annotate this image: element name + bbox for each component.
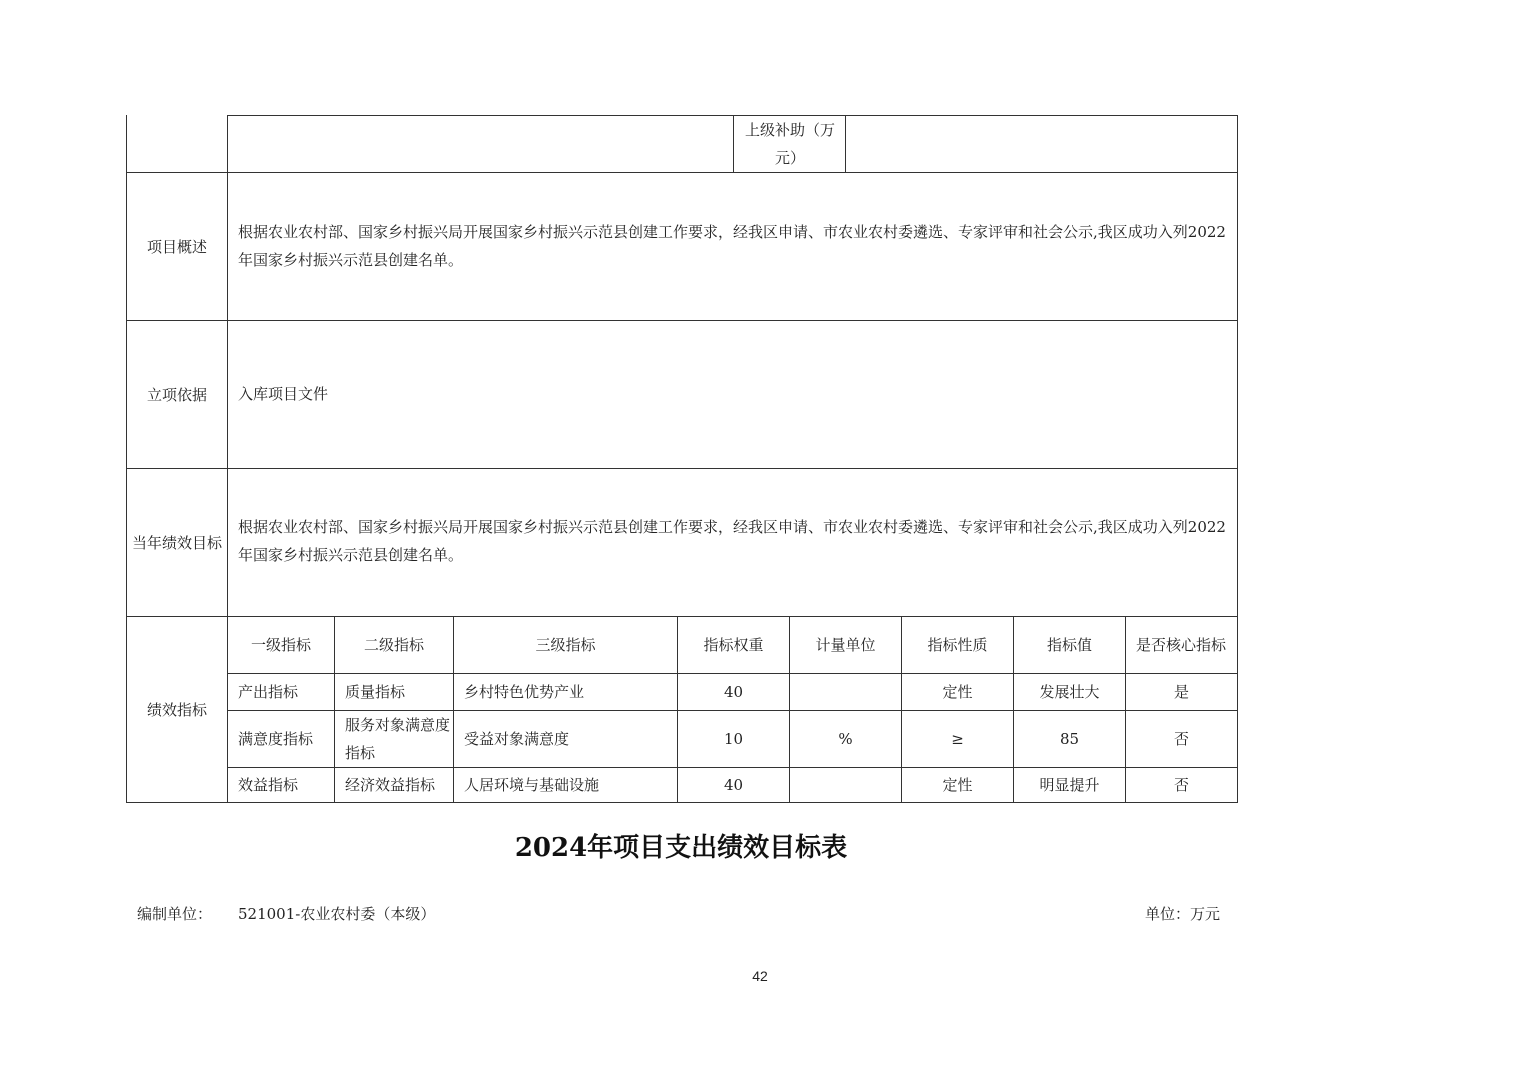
- indicator-cell: 定性: [942, 683, 973, 701]
- indicator-cell: 满意度指标: [238, 730, 314, 748]
- section-label-goal: 当年绩效目标: [132, 533, 223, 552]
- indicator-cell: 质量指标: [345, 683, 406, 701]
- indicator-cell: 人居环境与基础设施: [464, 776, 600, 794]
- indicator-cell: 40: [723, 776, 744, 794]
- indicator-cell: 否: [1173, 776, 1189, 794]
- indicator-cell: 否: [1173, 730, 1189, 748]
- indicator-cell: 经济效益指标: [345, 776, 436, 794]
- indicator-cell: ≥: [951, 730, 964, 748]
- indicator-header: 二级指标: [363, 636, 424, 654]
- indicator-header: 指标权重: [703, 636, 764, 654]
- indicator-cell: 85: [1059, 730, 1080, 748]
- indicator-cell: 产出指标: [238, 683, 299, 701]
- superior-subsidy-label: 上级补助（万元）: [744, 121, 835, 167]
- indicator-cell: [790, 674, 901, 710]
- indicator-header: 一级指标: [250, 636, 311, 654]
- indicator-cell: 发展壮大: [1039, 683, 1100, 701]
- indicator-cell: %: [838, 730, 853, 748]
- indicator-cell: 效益指标: [238, 776, 299, 794]
- section-content-goal: 根据农业农村部、国家乡村振兴局开展国家乡村振兴示范县创建工作要求，经我区申请、市农业农村委遴选、专家评审和社会公示,我区成功入列2022年国家乡村振兴示范县创建名单。: [238, 518, 1226, 564]
- indicator-cell: 服务对象满意度指标: [345, 716, 451, 762]
- compiling-unit-value: 521001-农业农村委（本级）: [238, 905, 436, 923]
- section-content-basis: 入库项目文件: [238, 385, 329, 403]
- superior-subsidy-value: [846, 116, 1236, 172]
- section-content-overview: 根据农业农村部、国家乡村振兴局开展国家乡村振兴示范县创建工作要求，经我区申请、市农业农村委遴选、专家评审和社会公示,我区成功入列2022年国家乡村振兴示范县创建名单。: [238, 223, 1226, 269]
- indicator-header: 计量单位: [815, 636, 876, 654]
- indicator-cell: 40: [723, 683, 744, 701]
- indicators-label: 绩效指标: [146, 700, 207, 719]
- indicator-cell: 10: [723, 730, 744, 748]
- indicator-cell: [790, 768, 901, 802]
- page-number: 42: [752, 968, 768, 984]
- currency-unit: 单位：万元: [1145, 905, 1221, 923]
- indicator-header: 指标值: [1046, 636, 1092, 654]
- indicator-cell: 定性: [942, 776, 973, 794]
- section-label-overview: 项目概述: [146, 237, 207, 256]
- indicator-cell: 是: [1173, 683, 1189, 701]
- indicator-cell: 受益对象满意度: [464, 730, 570, 748]
- compiling-unit-label: 编制单位：: [137, 905, 213, 923]
- section-label-basis: 立项依据: [146, 385, 207, 404]
- next-table-title: 2024年项目支出绩效目标表: [514, 833, 848, 863]
- indicator-header: 是否核心指标: [1135, 636, 1226, 654]
- indicator-header: 指标性质: [927, 636, 988, 654]
- indicator-cell: 明显提升: [1039, 776, 1100, 794]
- indicator-header: 三级指标: [535, 636, 596, 654]
- indicator-cell: 乡村特色优势产业: [464, 683, 585, 701]
